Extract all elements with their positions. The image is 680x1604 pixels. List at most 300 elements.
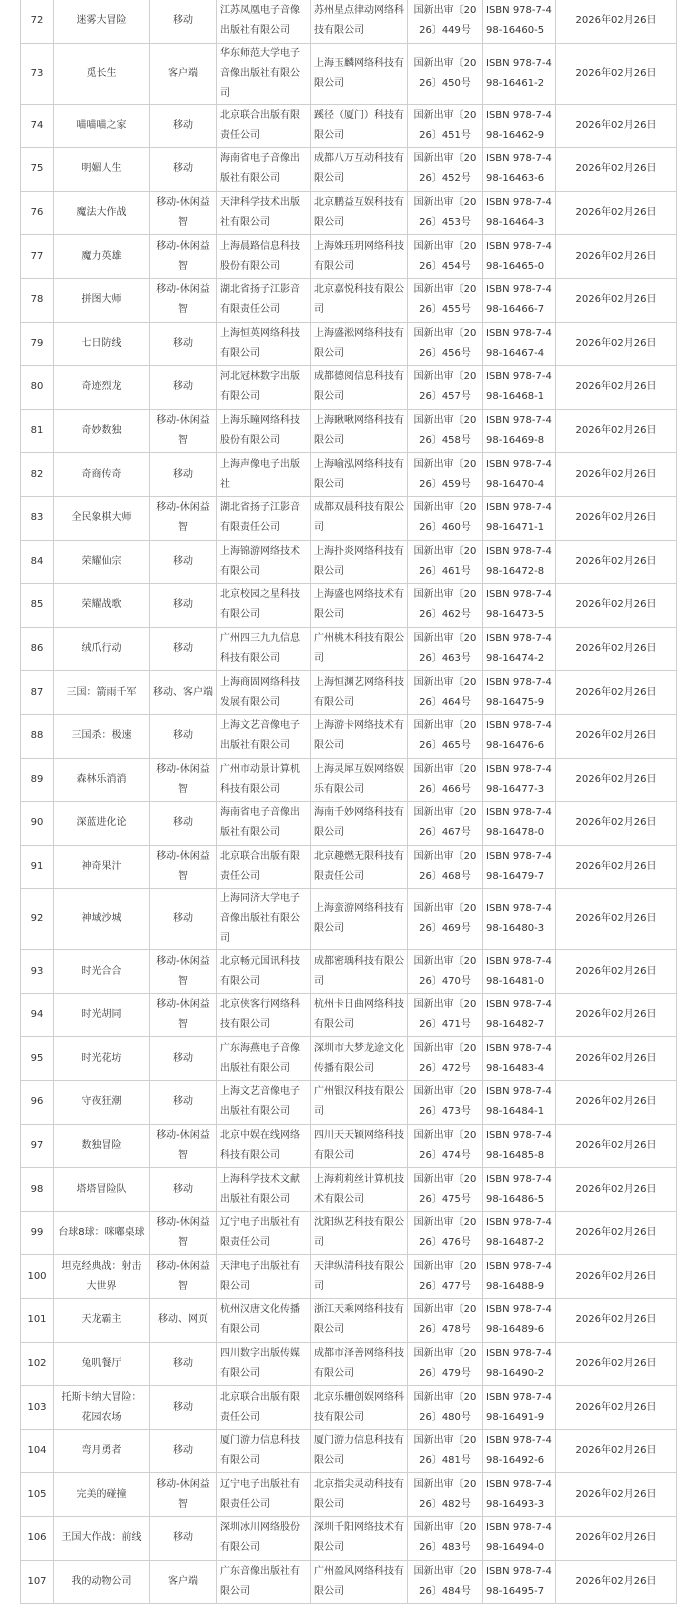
approval-number: 国新出审〔2026〕475号 [408,1168,483,1212]
table-row [21,627,677,671]
row-number: 73 [21,43,54,104]
approval-number: 国新出审〔2026〕478号 [408,1299,483,1343]
approval-date: 2026年02月26日 [556,1517,677,1561]
approval-number: 国新出审〔2026〕469号 [408,889,483,950]
approval-date: 2026年02月26日 [556,1211,677,1255]
row-number: 95 [21,1037,54,1081]
row-number: 83 [21,496,54,540]
approval-number: 国新出审〔2026〕477号 [408,1255,483,1299]
approval-date: 2026年02月26日 [556,1429,677,1473]
approval-date: 2026年02月26日 [556,43,677,104]
isbn-number: ISBN 978-7-498-16470-4 [483,453,556,497]
row-number: 90 [21,802,54,846]
approval-date: 2026年02月26日 [556,950,677,994]
publisher-unit: 北京侠客行网络科技有限公司 [217,993,311,1037]
operator-unit: 浙江天乘网络科技有限公司 [311,1299,408,1343]
publisher-unit: 上海晨路信息科技股份有限公司 [217,235,311,279]
game-name: 天龙霸主 [54,1299,150,1343]
isbn-number: ISBN 978-7-498-16466-7 [483,278,556,322]
game-category: 移动 [150,584,217,628]
approval-number: 国新出审〔2026〕472号 [408,1037,483,1081]
publisher-unit: 辽宁电子出版社有限责任公司 [217,1473,311,1517]
table-row [21,1386,677,1430]
publisher-unit: 上海乐瞳网络科技股份有限公司 [217,409,311,453]
isbn-number: ISBN 978-7-498-16473-5 [483,584,556,628]
isbn-number: ISBN 978-7-498-16491-9 [483,1386,556,1430]
game-name: 台球8球：咪嘟桌球 [54,1211,150,1255]
game-name: 神奇果汁 [54,845,150,889]
table-row [21,191,677,235]
game-name: 奇商传奇 [54,453,150,497]
approval-date: 2026年02月26日 [556,1081,677,1125]
game-name: 托斯卡纳大冒险：花园农场 [54,1386,150,1430]
table-row [21,1517,677,1561]
isbn-number: ISBN 978-7-498-16463-6 [483,148,556,192]
isbn-number: ISBN 978-7-498-16478-0 [483,802,556,846]
row-number: 94 [21,993,54,1037]
publisher-unit: 北京校园之星科技有限公司 [217,584,311,628]
row-number: 92 [21,889,54,950]
approval-date: 2026年02月26日 [556,409,677,453]
approval-date: 2026年02月26日 [556,714,677,758]
row-number: 85 [21,584,54,628]
operator-unit: 广州桃木科技有限公司 [311,627,408,671]
approval-number: 国新出审〔2026〕483号 [408,1517,483,1561]
operator-unit: 成都八万互动科技有限公司 [311,148,408,192]
operator-unit: 沈阳纵艺科技有限公司 [311,1211,408,1255]
game-name: 时光花坊 [54,1037,150,1081]
game-category: 移动 [150,1037,217,1081]
approval-date: 2026年02月26日 [556,671,677,715]
isbn-number: ISBN 978-7-498-16462-9 [483,104,556,148]
approval-number: 国新出审〔2026〕454号 [408,235,483,279]
publisher-unit: 江苏凤凰电子音像出版社有限公司 [217,0,311,43]
game-category: 移动-休闲益智 [150,1211,217,1255]
table-row [21,104,677,148]
approval-date: 2026年02月26日 [556,1037,677,1081]
game-category: 移动 [150,627,217,671]
table-row [21,758,677,802]
operator-unit: 上海玉麟网络科技有限公司 [311,43,408,104]
row-number: 91 [21,845,54,889]
approval-date: 2026年02月26日 [556,366,677,410]
approval-date: 2026年02月26日 [556,584,677,628]
table-row [21,1299,677,1343]
approval-date: 2026年02月26日 [556,1342,677,1386]
approval-number: 国新出审〔2026〕471号 [408,993,483,1037]
game-name: 完美的碰撞 [54,1473,150,1517]
table-row [21,409,677,453]
table-row [21,235,677,279]
row-number: 105 [21,1473,54,1517]
operator-unit: 上海莉莉丝计算机技术有限公司 [311,1168,408,1212]
publisher-unit: 湖北省扬子江影音有限责任公司 [217,496,311,540]
isbn-number: ISBN 978-7-498-16468-1 [483,366,556,410]
operator-unit: 蹊径（厦门）科技有限公司 [311,104,408,148]
approval-number: 国新出审〔2026〕467号 [408,802,483,846]
approval-number: 国新出审〔2026〕452号 [408,148,483,192]
publisher-unit: 上海文艺音像电子出版社有限公司 [217,714,311,758]
operator-unit: 上海盛淞网络科技有限公司 [311,322,408,366]
game-name: 七日防线 [54,322,150,366]
publisher-unit: 广东海燕电子音像出版社有限公司 [217,1037,311,1081]
game-name: 荣耀仙宗 [54,540,150,584]
table-row [21,950,677,994]
game-category: 移动、网页 [150,1299,217,1343]
publisher-unit: 上海商固网络科技发展有限公司 [217,671,311,715]
approval-number: 国新出审〔2026〕470号 [408,950,483,994]
game-category: 移动-休闲益智 [150,758,217,802]
table-row [21,322,677,366]
game-name: 喵喵喵之家 [54,104,150,148]
operator-unit: 上海喻泓网络科技有限公司 [311,453,408,497]
publisher-unit: 上海文艺音像电子出版社有限公司 [217,1081,311,1125]
approval-number: 国新出审〔2026〕473号 [408,1081,483,1125]
operator-unit: 深圳千阳网络技术有限公司 [311,1517,408,1561]
approval-number: 国新出审〔2026〕464号 [408,671,483,715]
isbn-number: ISBN 978-7-498-16493-3 [483,1473,556,1517]
game-category: 移动-休闲益智 [150,993,217,1037]
publisher-unit: 北京联合出版有限责任公司 [217,1386,311,1430]
isbn-number: ISBN 978-7-498-16480-3 [483,889,556,950]
table-row [21,1473,677,1517]
operator-unit: 苏州星点律动网络科技有限公司 [311,0,408,43]
publisher-unit: 厦门游力信息科技有限公司 [217,1429,311,1473]
game-name: 时光胡同 [54,993,150,1037]
isbn-number: ISBN 978-7-498-16488-9 [483,1255,556,1299]
isbn-number: ISBN 978-7-498-16460-5 [483,0,556,43]
operator-unit: 北京鹏益互娱科技有限公司 [311,191,408,235]
table-row [21,496,677,540]
game-category: 客户端 [150,43,217,104]
publisher-unit: 河北冠林数字出版有限公司 [217,366,311,410]
operator-unit: 上海蛮游网络科技有限公司 [311,889,408,950]
row-number: 80 [21,366,54,410]
publisher-unit: 广东音像出版社有限公司 [217,1560,311,1604]
publisher-unit: 上海恒英网络科技有限公司 [217,322,311,366]
game-category: 移动、客户端 [150,671,217,715]
approval-date: 2026年02月26日 [556,1473,677,1517]
game-name: 绒爪行动 [54,627,150,671]
game-name: 深蓝进化论 [54,802,150,846]
table-row [21,671,677,715]
publisher-unit: 深圳冰川网络股份有限公司 [217,1517,311,1561]
game-name: 拼图大师 [54,278,150,322]
publisher-unit: 北京联合出版有限责任公司 [217,104,311,148]
game-category: 移动-休闲益智 [150,191,217,235]
game-name: 兔叽餐厅 [54,1342,150,1386]
row-number: 72 [21,0,54,43]
row-number: 86 [21,627,54,671]
operator-unit: 上海灵犀互娱网络娱乐有限公司 [311,758,408,802]
table-row [21,1255,677,1299]
row-number: 89 [21,758,54,802]
game-category: 移动 [150,1517,217,1561]
isbn-number: ISBN 978-7-498-16464-3 [483,191,556,235]
approval-date: 2026年02月26日 [556,993,677,1037]
game-name: 荣耀战歌 [54,584,150,628]
isbn-number: ISBN 978-7-498-16492-6 [483,1429,556,1473]
game-category: 移动 [150,366,217,410]
isbn-number: ISBN 978-7-498-16481-0 [483,950,556,994]
approval-number: 国新出审〔2026〕461号 [408,540,483,584]
isbn-number: ISBN 978-7-498-16490-2 [483,1342,556,1386]
table-row [21,148,677,192]
table-row [21,1211,677,1255]
game-category: 移动 [150,802,217,846]
game-name: 魔力英雄 [54,235,150,279]
approval-date: 2026年02月26日 [556,889,677,950]
operator-unit: 广州盈风网络科技有限公司 [311,1560,408,1604]
operator-unit: 天津纵清科技有限公司 [311,1255,408,1299]
table-row [21,845,677,889]
row-number: 97 [21,1124,54,1168]
approval-date: 2026年02月26日 [556,1299,677,1343]
isbn-number: ISBN 978-7-498-16483-4 [483,1037,556,1081]
table-body [21,0,677,1604]
game-category: 移动-休闲益智 [150,235,217,279]
table-row [21,1560,677,1604]
isbn-number: ISBN 978-7-498-16472-8 [483,540,556,584]
game-name: 觅长生 [54,43,150,104]
game-category: 移动-休闲益智 [150,409,217,453]
approval-date: 2026年02月26日 [556,1255,677,1299]
table-row [21,1081,677,1125]
game-category: 移动 [150,1429,217,1473]
approval-number: 国新出审〔2026〕459号 [408,453,483,497]
game-name: 奇妙数独 [54,409,150,453]
approval-date: 2026年02月26日 [556,540,677,584]
game-name: 塔塔冒险队 [54,1168,150,1212]
row-number: 107 [21,1560,54,1604]
game-category: 移动 [150,1342,217,1386]
approval-date: 2026年02月26日 [556,453,677,497]
game-name: 守夜狂潮 [54,1081,150,1125]
approval-date: 2026年02月26日 [556,496,677,540]
game-category: 移动 [150,540,217,584]
operator-unit: 北京趣燃无限科技有限责任公司 [311,845,408,889]
approval-date: 2026年02月26日 [556,0,677,43]
approval-number: 国新出审〔2026〕451号 [408,104,483,148]
row-number: 76 [21,191,54,235]
operator-unit: 海南千妙网络科技有限公司 [311,802,408,846]
game-category: 移动-休闲益智 [150,845,217,889]
game-category: 移动 [150,0,217,43]
game-category: 移动 [150,1081,217,1125]
operator-unit: 上海瞅啾网络科技有限公司 [311,409,408,453]
row-number: 93 [21,950,54,994]
row-number: 79 [21,322,54,366]
row-number: 78 [21,278,54,322]
game-category: 移动-休闲益智 [150,1255,217,1299]
game-name: 森林乐消消 [54,758,150,802]
isbn-number: ISBN 978-7-498-16471-1 [483,496,556,540]
game-category: 移动 [150,1386,217,1430]
approval-number: 国新出审〔2026〕481号 [408,1429,483,1473]
game-name: 数独冒险 [54,1124,150,1168]
game-name: 魔法大作战 [54,191,150,235]
operator-unit: 上海姝珏玥网络科技有限公司 [311,235,408,279]
publisher-unit: 华东师范大学电子音像出版社有限公司 [217,43,311,104]
isbn-number: ISBN 978-7-498-16486-5 [483,1168,556,1212]
approval-date: 2026年02月26日 [556,845,677,889]
isbn-number: ISBN 978-7-498-16495-7 [483,1560,556,1604]
row-number: 104 [21,1429,54,1473]
approval-number: 国新出审〔2026〕450号 [408,43,483,104]
publisher-unit: 上海科学技术文献出版社有限公司 [217,1168,311,1212]
publisher-unit: 辽宁电子出版社有限责任公司 [217,1211,311,1255]
approval-number: 国新出审〔2026〕453号 [408,191,483,235]
isbn-number: ISBN 978-7-498-16461-2 [483,43,556,104]
approval-number: 国新出审〔2026〕449号 [408,0,483,43]
row-number: 81 [21,409,54,453]
approval-date: 2026年02月26日 [556,278,677,322]
game-name: 奇迹烈龙 [54,366,150,410]
isbn-number: ISBN 978-7-498-16482-7 [483,993,556,1037]
row-number: 98 [21,1168,54,1212]
operator-unit: 北京乐栅创娱网络科技有限公司 [311,1386,408,1430]
game-category: 客户端 [150,1560,217,1604]
operator-unit: 上海游卡网络技术有限公司 [311,714,408,758]
isbn-number: ISBN 978-7-498-16474-2 [483,627,556,671]
approval-date: 2026年02月26日 [556,758,677,802]
publisher-unit: 上海同济大学电子音像出版社有限公司 [217,889,311,950]
operator-unit: 成都德阅信息科技有限公司 [311,366,408,410]
operator-unit: 北京指尖灵动科技有限公司 [311,1473,408,1517]
game-name: 时光合合 [54,950,150,994]
approval-date: 2026年02月26日 [556,1386,677,1430]
approval-number: 国新出审〔2026〕456号 [408,322,483,366]
game-category: 移动 [150,453,217,497]
publisher-unit: 上海锦游网络技术有限公司 [217,540,311,584]
approval-number: 国新出审〔2026〕476号 [408,1211,483,1255]
row-number: 96 [21,1081,54,1125]
operator-unit: 上海盛也网络技术有限公司 [311,584,408,628]
publisher-unit: 北京中娱在线网络科技有限公司 [217,1124,311,1168]
operator-unit: 四川天天颖网络科技有限公司 [311,1124,408,1168]
approval-number: 国新出审〔2026〕458号 [408,409,483,453]
approval-date: 2026年02月26日 [556,802,677,846]
table-row [21,366,677,410]
publisher-unit: 广州市动景计算机科技有限公司 [217,758,311,802]
publisher-unit: 北京畅元国讯科技有限公司 [217,950,311,994]
row-number: 88 [21,714,54,758]
operator-unit: 厦门游力信息科技有限公司 [311,1429,408,1473]
approval-date: 2026年02月26日 [556,1168,677,1212]
row-number: 74 [21,104,54,148]
table-row [21,453,677,497]
publisher-unit: 天津科学技术出版社有限公司 [217,191,311,235]
game-name: 坦克经典战：射击大世界 [54,1255,150,1299]
table-row [21,1342,677,1386]
approval-number: 国新出审〔2026〕466号 [408,758,483,802]
table-row [21,278,677,322]
isbn-number: ISBN 978-7-498-16484-1 [483,1081,556,1125]
approval-number: 国新出审〔2026〕463号 [408,627,483,671]
approval-number: 国新出审〔2026〕465号 [408,714,483,758]
approval-number: 国新出审〔2026〕479号 [408,1342,483,1386]
table-row [21,43,677,104]
row-number: 103 [21,1386,54,1430]
publisher-unit: 海南省电子音像出版社有限公司 [217,802,311,846]
row-number: 77 [21,235,54,279]
operator-unit: 成都双晨科技有限公司 [311,496,408,540]
operator-unit: 上海扑炎网络科技有限公司 [311,540,408,584]
operator-unit: 成都市泽善网络科技有限公司 [311,1342,408,1386]
table-row [21,889,677,950]
game-name: 神域沙城 [54,889,150,950]
isbn-number: ISBN 978-7-498-16467-4 [483,322,556,366]
game-name: 明媚人生 [54,148,150,192]
operator-unit: 杭州卡日曲网络科技有限公司 [311,993,408,1037]
row-number: 99 [21,1211,54,1255]
game-name: 我的动物公司 [54,1560,150,1604]
publisher-unit: 四川数字出版传媒有限公司 [217,1342,311,1386]
operator-unit: 广州银汉科技有限公司 [311,1081,408,1125]
publisher-unit: 上海声像电子出版社 [217,453,311,497]
publisher-unit: 广州四三九九信息科技有限公司 [217,627,311,671]
game-category: 移动 [150,714,217,758]
row-number: 82 [21,453,54,497]
game-approval-table [20,0,677,1604]
approval-date: 2026年02月26日 [556,235,677,279]
approval-number: 国新出审〔2026〕455号 [408,278,483,322]
row-number: 75 [21,148,54,192]
row-number: 101 [21,1299,54,1343]
table-row [21,1124,677,1168]
row-number: 87 [21,671,54,715]
row-number: 102 [21,1342,54,1386]
isbn-number: ISBN 978-7-498-16475-9 [483,671,556,715]
operator-unit: 深圳市大梦龙途文化传播有限公司 [311,1037,408,1081]
game-category: 移动 [150,1168,217,1212]
isbn-number: ISBN 978-7-498-16477-3 [483,758,556,802]
publisher-unit: 海南省电子音像出版社有限公司 [217,148,311,192]
approval-date: 2026年02月26日 [556,627,677,671]
approval-number: 国新出审〔2026〕468号 [408,845,483,889]
publisher-unit: 天津电子出版社有限公司 [217,1255,311,1299]
row-number: 106 [21,1517,54,1561]
approval-date: 2026年02月26日 [556,148,677,192]
operator-unit: 成都密瑀科技有限公司 [311,950,408,994]
game-name: 三国杀：极速 [54,714,150,758]
isbn-number: ISBN 978-7-498-16485-8 [483,1124,556,1168]
game-category: 移动 [150,148,217,192]
approval-number: 国新出审〔2026〕484号 [408,1560,483,1604]
isbn-number: ISBN 978-7-498-16476-6 [483,714,556,758]
game-name: 王国大作战：前线 [54,1517,150,1561]
isbn-number: ISBN 978-7-498-16469-8 [483,409,556,453]
isbn-number: ISBN 978-7-498-16465-0 [483,235,556,279]
operator-unit: 上海恒渊艺网络科技有限公司 [311,671,408,715]
approval-number: 国新出审〔2026〕474号 [408,1124,483,1168]
game-category: 移动-休闲益智 [150,496,217,540]
table-row [21,1168,677,1212]
table-row [21,802,677,846]
row-number: 84 [21,540,54,584]
game-category: 移动-休闲益智 [150,1473,217,1517]
approval-date: 2026年02月26日 [556,1560,677,1604]
isbn-number: ISBN 978-7-498-16479-7 [483,845,556,889]
approval-number: 国新出审〔2026〕462号 [408,584,483,628]
game-name: 全民象棋大师 [54,496,150,540]
table-row [21,993,677,1037]
publisher-unit: 杭州汉唐文化传播有限公司 [217,1299,311,1343]
approval-date: 2026年02月26日 [556,191,677,235]
isbn-number: ISBN 978-7-498-16489-6 [483,1299,556,1343]
table-row [21,540,677,584]
game-name: 弯月勇者 [54,1429,150,1473]
